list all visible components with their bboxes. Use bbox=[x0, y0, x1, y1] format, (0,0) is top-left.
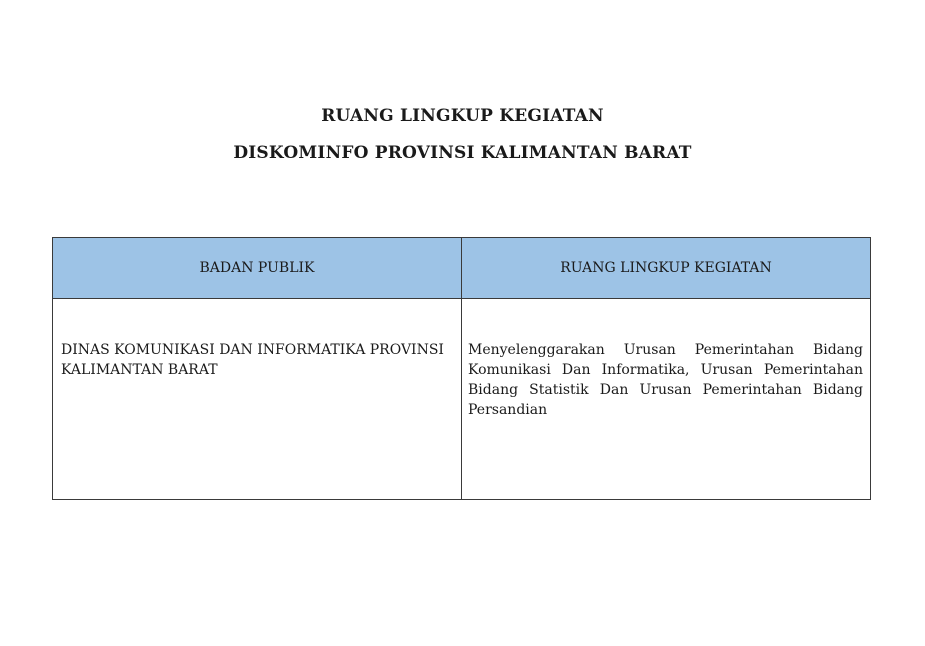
header-badan-publik: BADAN PUBLIK bbox=[53, 238, 462, 299]
table-row bbox=[53, 299, 871, 500]
cell-ruang-lingkup: Menyelenggarakan Urusan Pemerintahan Bidang Komunikasi Dan Informatika, Urusan Pemerintahan Bidang Statistik Dan Urusan Pemerintahan Bidang Persandian bbox=[462, 299, 871, 500]
scope-table bbox=[52, 237, 871, 500]
table-header-row bbox=[53, 238, 871, 299]
title-line-2: DISKOMINFO PROVINSI KALIMANTAN BARAT bbox=[233, 143, 692, 163]
document-title bbox=[0, 106, 925, 163]
title-line-1: RUANG LINGKUP KEGIATAN bbox=[321, 106, 604, 126]
header-ruang-lingkup: RUANG LINGKUP KEGIATAN bbox=[462, 238, 871, 299]
cell-badan-publik: DINAS KOMUNIKASI DAN INFORMATIKA PROVINSI KALIMANTAN BARAT bbox=[53, 299, 462, 500]
